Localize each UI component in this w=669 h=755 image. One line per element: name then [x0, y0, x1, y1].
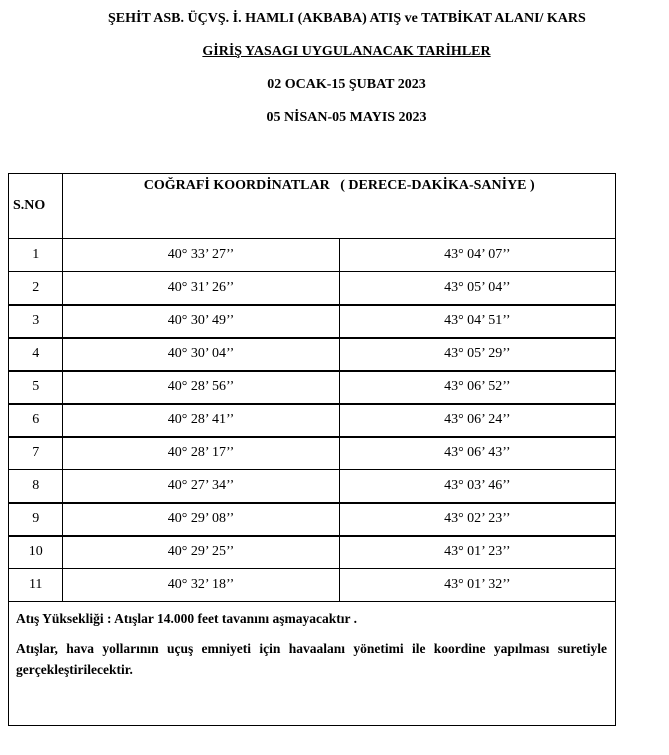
longitude-cell: 43° 02’ 23’’	[339, 503, 615, 536]
latitude-cell: 40° 29’ 25’’	[63, 536, 339, 569]
longitude-cell: 43° 06’ 43’’	[339, 437, 615, 470]
column-header-coordinates: COĞRAFİ KOORDİNATLAR ( DERECE-DAKİKA-SANİYE )	[63, 174, 616, 239]
row-number: 7	[9, 437, 63, 470]
table-row	[9, 404, 616, 437]
coordinates-table	[8, 173, 616, 726]
latitude-cell: 40° 28’ 17’’	[63, 437, 339, 470]
latitude-cell: 40° 31’ 26’’	[63, 272, 339, 305]
longitude-cell: 43° 01’ 32’’	[339, 569, 615, 602]
document-title: ŞEHİT ASB. ÜÇVŞ. İ. HAMLI (AKBABA) ATIŞ ve TATBİKAT ALANI/ KARS	[108, 11, 586, 26]
row-number: 1	[9, 239, 63, 272]
latitude-cell: 40° 27’ 34’’	[63, 470, 339, 503]
row-number: 10	[9, 536, 63, 569]
row-number: 4	[9, 338, 63, 371]
date-range-1: 02 OCAK-15 ŞUBAT 2023	[267, 77, 426, 92]
row-number: 6	[9, 404, 63, 437]
coordination-note: Atışlar, hava yollarının uçuş emniyeti için havaalanı yönetimi ile koordine yapılması suretiyle gerçekleştirilecektir.	[16, 641, 607, 677]
latitude-cell: 40° 30’ 04’’	[63, 338, 339, 371]
table-row	[9, 536, 616, 569]
table-row	[9, 272, 616, 305]
row-number: 9	[9, 503, 63, 536]
longitude-cell: 43° 01’ 23’’	[339, 536, 615, 569]
column-header-sno: S.NO	[9, 174, 63, 239]
date-range-2: 05 NİSAN-05 MAYIS 2023	[266, 110, 427, 125]
latitude-cell: 40° 33’ 27’’	[63, 239, 339, 272]
longitude-cell: 43° 06’ 24’’	[339, 404, 615, 437]
row-number: 8	[9, 470, 63, 503]
latitude-cell: 40° 28’ 41’’	[63, 404, 339, 437]
longitude-cell: 43° 04’ 07’’	[339, 239, 615, 272]
latitude-cell: 40° 28’ 56’’	[63, 371, 339, 404]
row-number: 3	[9, 305, 63, 338]
table-row	[9, 470, 616, 503]
latitude-cell: 40° 30’ 49’’	[63, 305, 339, 338]
table-row	[9, 503, 616, 536]
row-number: 2	[9, 272, 63, 305]
table-row	[9, 338, 616, 371]
notes-row	[9, 602, 616, 726]
document-subtitle: GİRİŞ YASAGI UYGULANACAK TARİHLER	[202, 44, 491, 59]
altitude-note: Atış Yüksekliği : Atışlar 14.000 feet tavanını aşmayacaktır .	[16, 611, 358, 626]
longitude-cell: 43° 03’ 46’’	[339, 470, 615, 503]
table-row	[9, 437, 616, 470]
row-number: 11	[9, 569, 63, 602]
table-row	[9, 239, 616, 272]
table-row	[9, 569, 616, 602]
notes-cell	[9, 602, 616, 726]
latitude-cell: 40° 29’ 08’’	[63, 503, 339, 536]
longitude-cell: 43° 06’ 52’’	[339, 371, 615, 404]
longitude-cell: 43° 05’ 29’’	[339, 338, 615, 371]
table-row	[9, 371, 616, 404]
longitude-cell: 43° 05’ 04’’	[339, 272, 615, 305]
latitude-cell: 40° 32’ 18’’	[63, 569, 339, 602]
table-row	[9, 305, 616, 338]
longitude-cell: 43° 04’ 51’’	[339, 305, 615, 338]
row-number: 5	[9, 371, 63, 404]
table-header-row	[9, 174, 616, 239]
